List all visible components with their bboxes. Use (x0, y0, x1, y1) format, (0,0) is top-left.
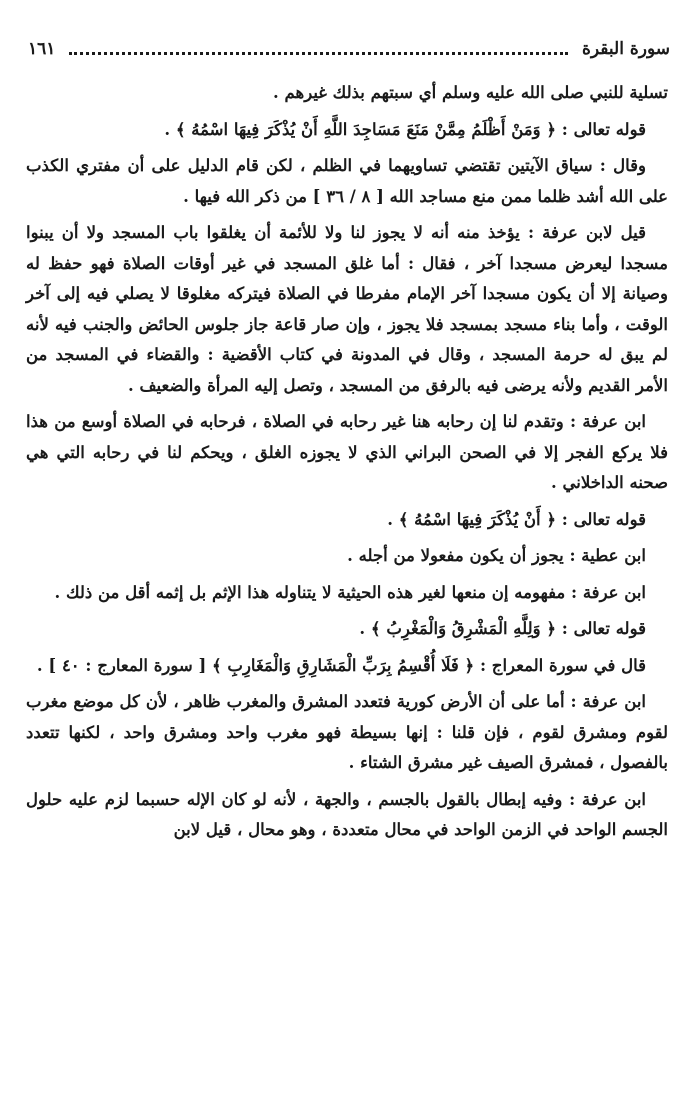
body-text (26, 78, 668, 852)
paragraph: وقال : سياق الآيتين تقتضي تساويهما في الظلم ، لكن قام الدليل على أن مفتري الكذب على الله أشد ظلما ممن منع مساجد الله [ ٨ / ٣٦ ] من ذكر الله فيها . (26, 156, 668, 206)
paragraph: قوله تعالى : ﴿ وَمَنْ أَظْلَمُ مِمَّنْ مَنَعَ مَسَاجِدَ اللَّهِ أَنْ يُذْكَرَ فِيهَا اسْمُهُ ﴾ . (164, 119, 646, 139)
leader-dots (69, 52, 568, 55)
paragraph: ابن عرفة : وتقدم لنا إن رحابه هنا غير رحابه في الصلاة ، فرحابه في الصلاة أوسع من هذا فلا يركع الفجر إلا في الصحن البراني الذي لا يجوزه الغلق ، ويحكم لنا في رحابه التي هي صحنه الداخلاني . (26, 412, 668, 492)
paragraph: ابن عرفة : أما على أن الأرض كورية فتعدد المشرق والمغرب ظاهر ، لأن كل موضع مغرب لقوم ومشرق لقوم ، فإن قلنا : إنها بسيطة فهو مغرب واحد ومشرق واحد ، لكنها تتعدد بالفصول ، فمشرق الصيف غير مشرق الشتاء . (26, 692, 668, 772)
paragraph: قوله تعالى : ﴿ أَنْ يُذْكَرَ فِيهَا اسْمُهُ ﴾ . (387, 509, 646, 529)
surah-title: سورة البقرة (582, 39, 670, 59)
paragraph: ابن عطية : يجوز أن يكون مفعولا من أجله . (347, 546, 646, 565)
paragraph: قيل لابن عرفة : يؤخذ منه أنه لا يجوز لنا ولا للأئمة أن يغلقوا باب المسجد ولا أن يبنوا مسجدا ليعرض مسجدا آخر ، فقال : أما غلق المسجد في غير أوقات الصلاة فهو حفظ له وصيانة إلا أن يكون مسجدا آخر الإمام مفرطا في الصلاة فيتركه مغلوقا لا يصلي فيه إلى آخر الوقت ، وأما بناء مسجد بمسجد فلا يجوز ، وإن صار قاعة جاز جلوس الحائض والجنب فيه لأنه لم يبق له حرمة المسجد ، وقال في المدونة في كتاب الأقضية : والقضاء في المسجد من الأمر القديم ولأنه يرضى فيه بالرفق من المسجد ، وتصل إليه المرأة والضعيف . (26, 223, 668, 395)
paragraph: تسلية للنبي صلى الله عليه وسلم أي سبتهم بذلك غيرهم . (273, 83, 668, 102)
page-number: ١٦١ (28, 39, 56, 59)
paragraph: ابن عرفة : وفيه إبطال بالقول بالجسم ، والجهة ، لأنه لو كان الإله حسبما لزم عليه حلول الجسم الواحد في الزمن الواحد في محال متعددة ، وهو محال ، قيل لابن (26, 789, 668, 839)
running-head (28, 36, 670, 62)
paragraph: قوله تعالى : ﴿ وَلِلَّهِ الْمَشْرِقُ وَالْمَغْرِبُ ﴾ . (359, 619, 646, 638)
paragraph: قال في سورة المعراج : ﴿ فَلَا أُقْسِمُ بِرَبِّ الْمَشَارِقِ وَالْمَغَارِبِ ﴾ [ سورة المعارج : ٤٠ ] . (36, 655, 646, 675)
paragraph: ابن عرفة : مفهومه إن منعها لغير هذه الحيثية لا يتناوله هذا الإثم بل إثمه أقل من ذلك . (54, 582, 646, 602)
